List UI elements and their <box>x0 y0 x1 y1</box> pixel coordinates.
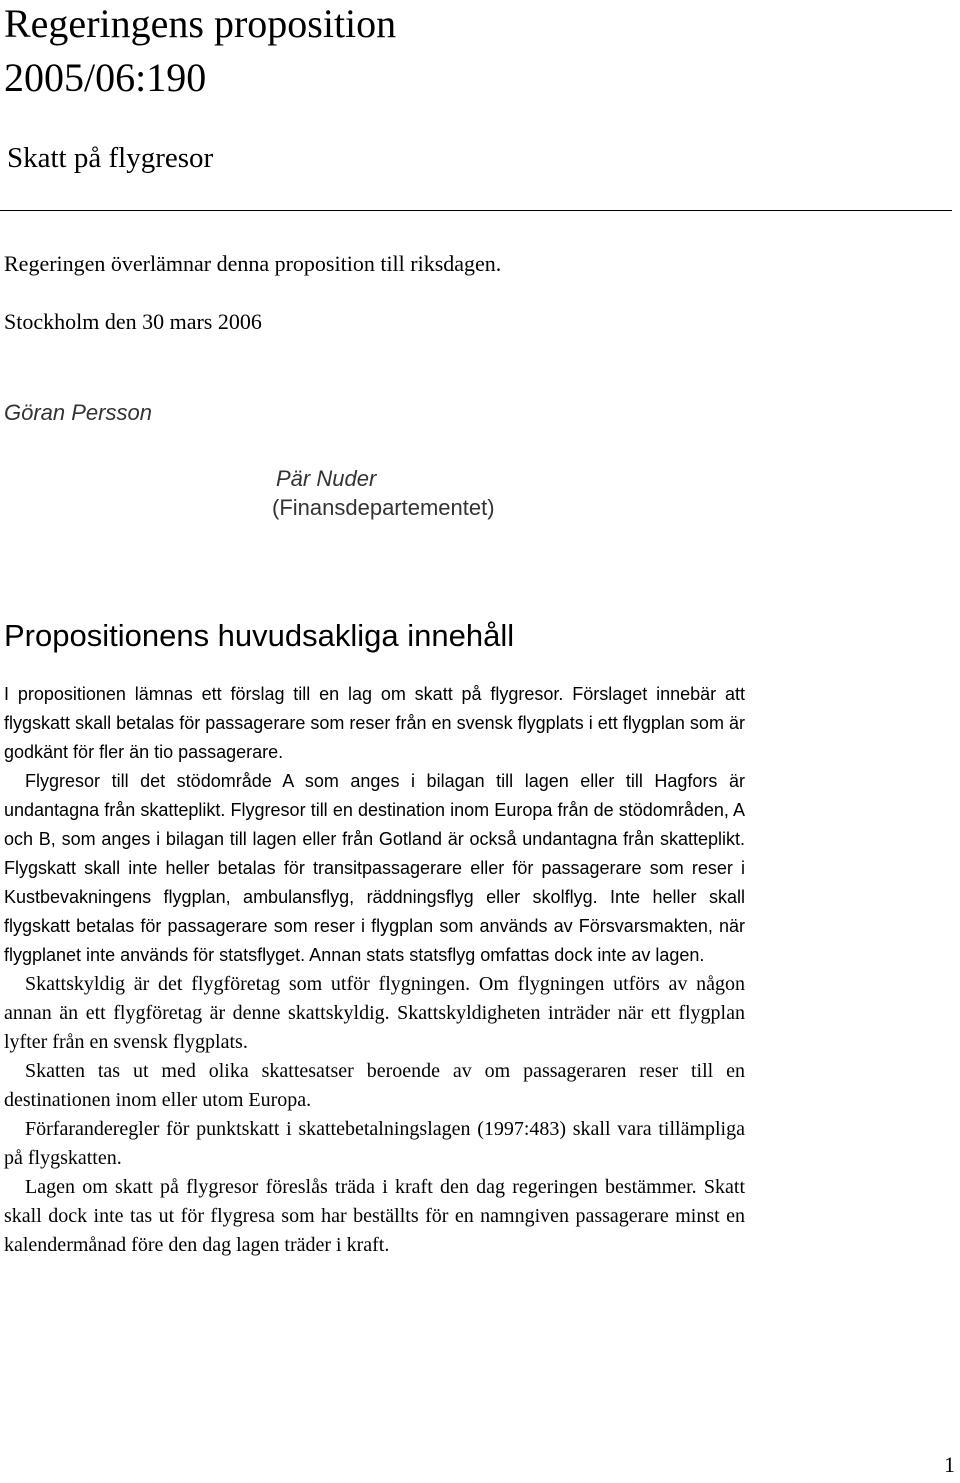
department-name: (Finansdepartementet) <box>272 495 495 520</box>
paragraph-tax-rates: Skatten tas ut med olika skattesatser beroende av om passageraren reser till en destinationen inom eller utom Europa. <box>4 1060 745 1111</box>
page-number: 1 <box>944 1452 955 1477</box>
section-heading: Propositionens huvudsakliga innehåll <box>4 618 515 653</box>
paragraph-exemptions: Flygresor till det stödområde A som anges i bilagan till lagen eller till Hagfors är undantagna från skatteplikt. Flygresor till en destination inom Europa från de stödområden, A och B, som anges i bilagan till lagen eller från Gotland är också undantagna från skatteplikt. Flygskatt skall inte heller betalas för transitpassagerare eller för passagerare som reser i Kustbevakningens flygplan, ambulansflyg, räddningsflyg eller skolflyg. Inte heller skall flygskatt betalas för passagerare som reser i flygplan som används av Försvarsmakten, när flygplanet inte används för statsflyget. Annan stats statsflyg omfattas dock inte av lagen. <box>4 771 745 965</box>
paragraph-intro: I propositionen lämnas ett förslag till en lag om skatt på flygresor. Förslaget innebär att flygskatt skall betalas för passagerare som reser från en svensk flygplats i ett flygplan som är godkänt för fler än tio passagerare. <box>4 684 745 762</box>
paragraph-procedure: Förfaranderegler för punktskatt i skattebetalningslagen (1997:483) skall vara tillämpliga på flygskatten. <box>4 1118 745 1169</box>
proposition-subtitle: Skatt på flygresor <box>7 142 214 174</box>
proposition-number: 2005/06:190 <box>4 55 207 100</box>
handover-text: Regeringen överlämnar denna proposition till riksdagen. <box>4 251 502 276</box>
paragraph-tax-liability: Skattskyldig är det flygföretag som utför flygningen. Om flygningen utförs av någon annan än ett flygföretag är denne skattskyldig. Skattskyldigheten inträder när ett flygplan lyfter från en svensk flygplats. <box>4 973 745 1053</box>
proposition-title: Regeringens proposition <box>4 1 397 46</box>
summary-body <box>4 680 745 1260</box>
place-date: Stockholm den 30 mars 2006 <box>4 309 262 334</box>
paragraph-entry-into-force: Lagen om skatt på flygresor föreslås träda i kraft den dag regeringen bestämmer. Skatt skall dock inte tas ut för flygresa som har beställts för en namngiven passagerare minst en kalendermånad före den dag lagen träder i kraft. <box>4 1176 745 1256</box>
prime-minister-signature: Göran Persson <box>4 400 152 425</box>
minister-signature: Pär Nuder <box>276 466 377 491</box>
horizontal-divider <box>0 210 952 211</box>
